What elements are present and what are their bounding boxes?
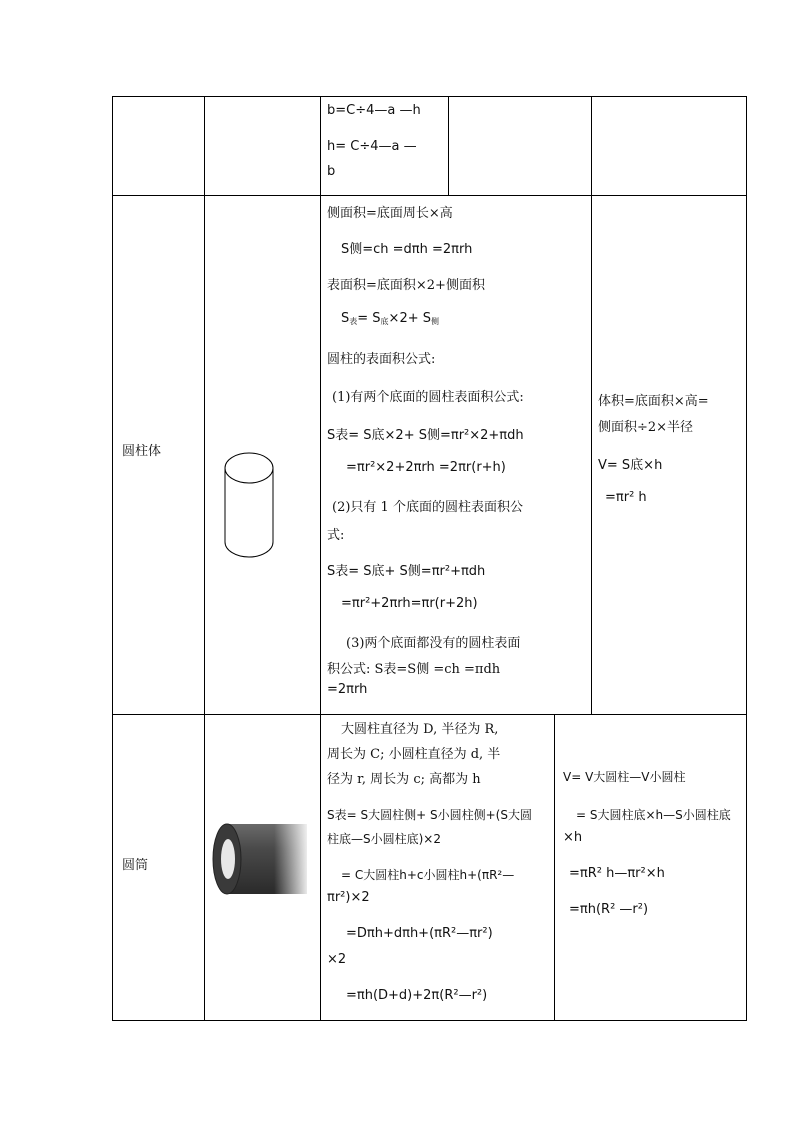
formula-text: 表面积=底面积×2+侧面积 <box>327 278 485 293</box>
formula-text: =2πrh <box>327 682 368 697</box>
table-row-divider <box>112 714 747 715</box>
formula-text: =πr²+2πrh=πr(r+2h) <box>341 596 478 611</box>
formula-text: 径为 r, 周长为 c; 高都为 h <box>327 772 481 787</box>
formula-text: $S_表= S_底\times 2+ S_侧$ <box>341 311 439 326</box>
volume-formula: =πr² h <box>605 490 647 505</box>
formula-text: b <box>327 164 336 179</box>
volume-formula: V= S底×h <box>598 458 663 473</box>
formula-text: 柱底—S小圆柱底)×2 <box>327 832 441 846</box>
formula-text: 式: <box>327 528 345 543</box>
volume-formula: 侧面积÷2×半径 <box>598 420 694 435</box>
table-border-top <box>112 96 747 97</box>
formula-text: =Dπh+dπh+(πR²—πr²) <box>346 926 493 941</box>
formula-text: 周长为 C; 小圆柱直径为 d, 半 <box>327 747 501 762</box>
formula-text: S表= S底+ S侧=πr²+πdh <box>327 564 486 579</box>
volume-formula: = S大圆柱底×h—S小圆柱底 <box>576 808 731 822</box>
formula-text: 积公式: S表=S侧 =ch =πdh <box>327 662 501 677</box>
formula-text: S侧=ch =dπh =2πrh <box>341 242 473 257</box>
row-label-cylinder: 圆柱体 <box>122 444 162 459</box>
table-col-divider <box>320 96 321 1021</box>
volume-formula: V= V大圆柱—V小圆柱 <box>563 770 686 784</box>
formula-text: =πh(D+d)+2π(R²—r²) <box>346 988 488 1003</box>
table-col-divider <box>554 714 555 1020</box>
volume-formula: =πR² h—πr²×h <box>569 866 665 881</box>
table-col-divider <box>204 96 205 1021</box>
formula-text: 大圆柱直径为 D, 半径为 R, <box>341 722 499 737</box>
volume-formula: ×h <box>563 830 583 845</box>
formula-text: h= C÷4—a — <box>327 139 417 154</box>
volume-formula: =πh(R² —r²) <box>569 902 649 917</box>
table-col-divider <box>591 96 592 714</box>
tube-illustration <box>211 822 307 896</box>
formula-text: ×2 <box>327 952 347 967</box>
table-border-left <box>112 96 113 1021</box>
formula-text: S表= S大圆柱侧+ S小圆柱侧+(S大圆 <box>327 808 532 822</box>
formula-text: (3)两个底面都没有的圆柱表面 <box>346 636 521 651</box>
table-col-divider <box>448 96 449 195</box>
formula-text: 圆柱的表面积公式: <box>327 352 436 367</box>
formula-text: (2)只有 1 个底面的圆柱表面积公 <box>332 500 523 515</box>
volume-formula: 体积=底面积×高= <box>598 394 709 409</box>
row-label-tube: 圆筒 <box>122 858 149 873</box>
formula-text: (1)有两个底面的圆柱表面积公式: <box>332 390 524 405</box>
formula-text: S表= S底×2+ S侧=πr²×2+πdh <box>327 428 524 443</box>
table-border-right <box>746 96 747 1021</box>
cylinder-illustration <box>222 450 276 560</box>
formula-text: 侧面积=底面周长×高 <box>327 206 453 221</box>
formula-text: = C大圆柱h+c小圆柱h+(πR²— <box>341 868 515 882</box>
formula-text: πr²)×2 <box>327 890 370 905</box>
formula-text: b=C÷4—a —h <box>327 103 421 118</box>
table-border-bottom <box>112 1020 747 1021</box>
formula-text: =πr²×2+2πrh =2πr(r+h) <box>346 460 506 475</box>
table-row-divider <box>112 195 747 196</box>
